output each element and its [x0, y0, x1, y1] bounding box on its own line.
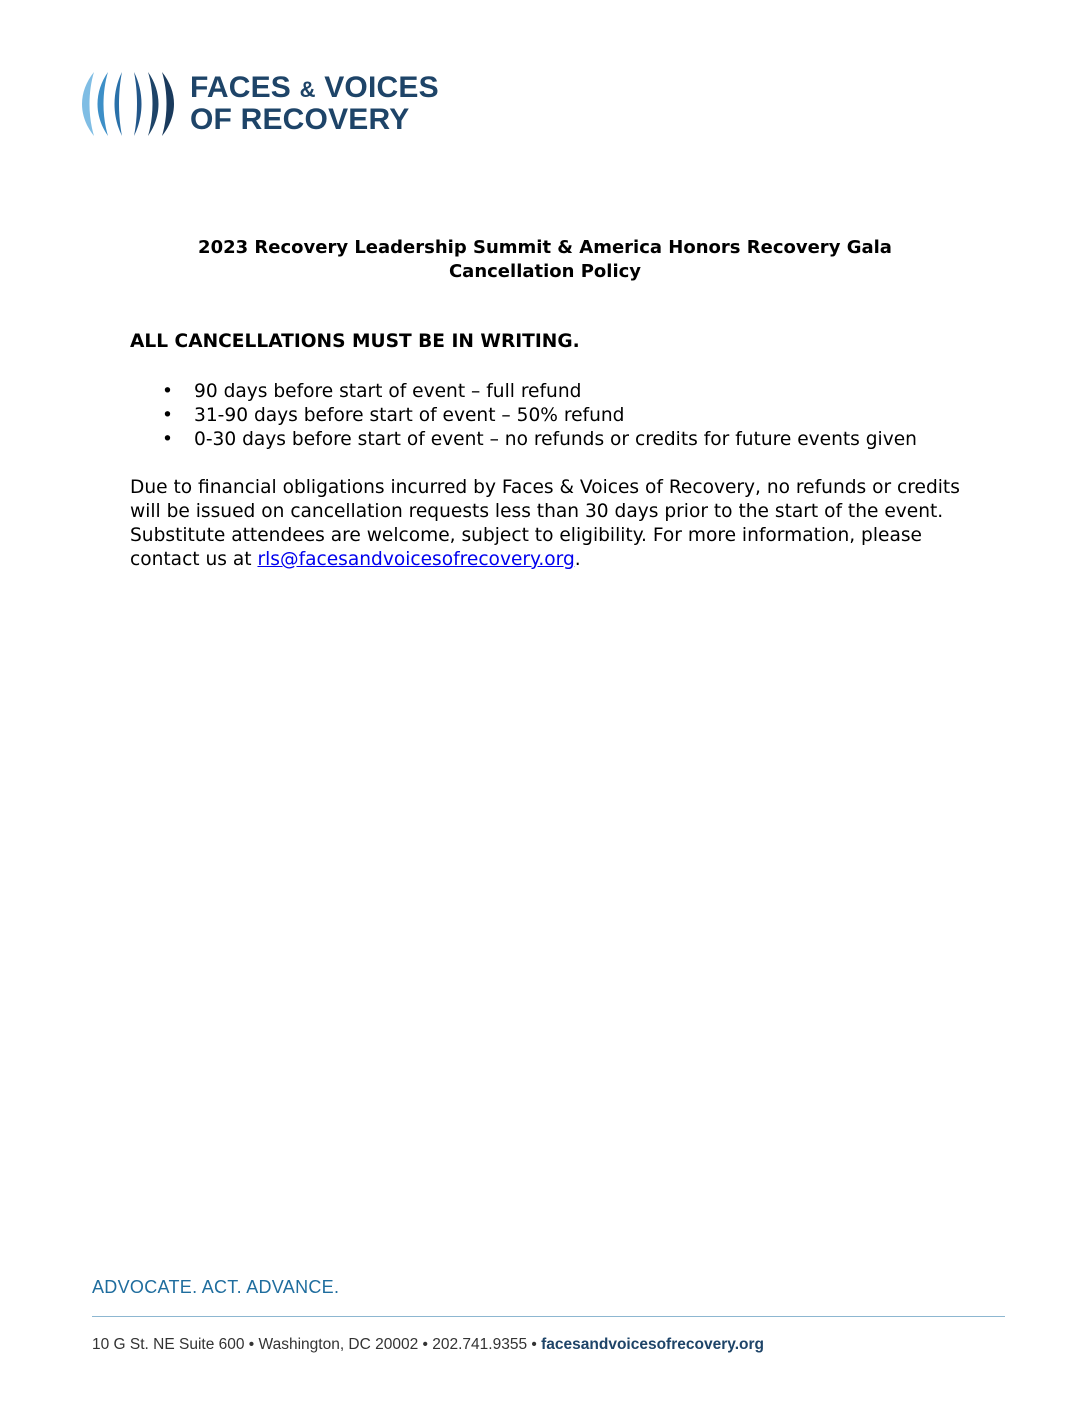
footer-address: [92, 1336, 764, 1354]
footer-divider: [92, 1316, 1005, 1317]
list-item: • 31-90 days before start of event – 50% refund: [194, 404, 970, 428]
footer-tagline: ADVOCATE. ACT. ADVANCE.: [92, 1277, 340, 1297]
contact-email-link[interactable]: rls@facesandvoicesofrecovery.org: [257, 549, 575, 570]
logo-mark-icon: [80, 68, 176, 140]
policy-lead: ALL CANCELLATIONS MUST BE IN WRITING.: [130, 331, 580, 352]
document-title: [100, 236, 990, 284]
policy-paragraph: [130, 476, 970, 572]
title-line-2: Cancellation Policy: [448, 261, 642, 282]
logo-wordmark: [190, 73, 439, 135]
logo-word-voices: VOICES: [324, 71, 439, 104]
title-line-1: 2023 Recovery Leadership Summit & America Honors Recovery Gala: [198, 237, 892, 258]
logo-line-of-recovery: OF RECOVERY: [190, 103, 410, 136]
paragraph-end: .: [574, 549, 581, 570]
policy-paragraph-text: Due to financial obligations incurred by Faces & Voices of Recovery, no refunds or credits will be issued on cancellation requests less than 30 days prior to the start of the event. Substitute attendees are welcome, subject to eligibility. For more information, please contact us at: [130, 477, 960, 570]
policy-content: [130, 330, 970, 572]
list-item: • 90 days before start of event – full refund: [194, 380, 970, 404]
logo-ampersand: &: [299, 77, 316, 102]
refund-schedule-list: [130, 380, 970, 452]
organization-logo: [80, 68, 439, 140]
footer-website: facesandvoicesofrecovery.org: [541, 1336, 764, 1353]
footer-address-text: 10 G St. NE Suite 600 • Washington, DC 20002 • 202.741.9355 •: [92, 1336, 542, 1353]
logo-word-faces: FACES: [190, 71, 292, 104]
list-item: • 0-30 days before start of event – no refunds or credits for future events given: [194, 428, 970, 452]
